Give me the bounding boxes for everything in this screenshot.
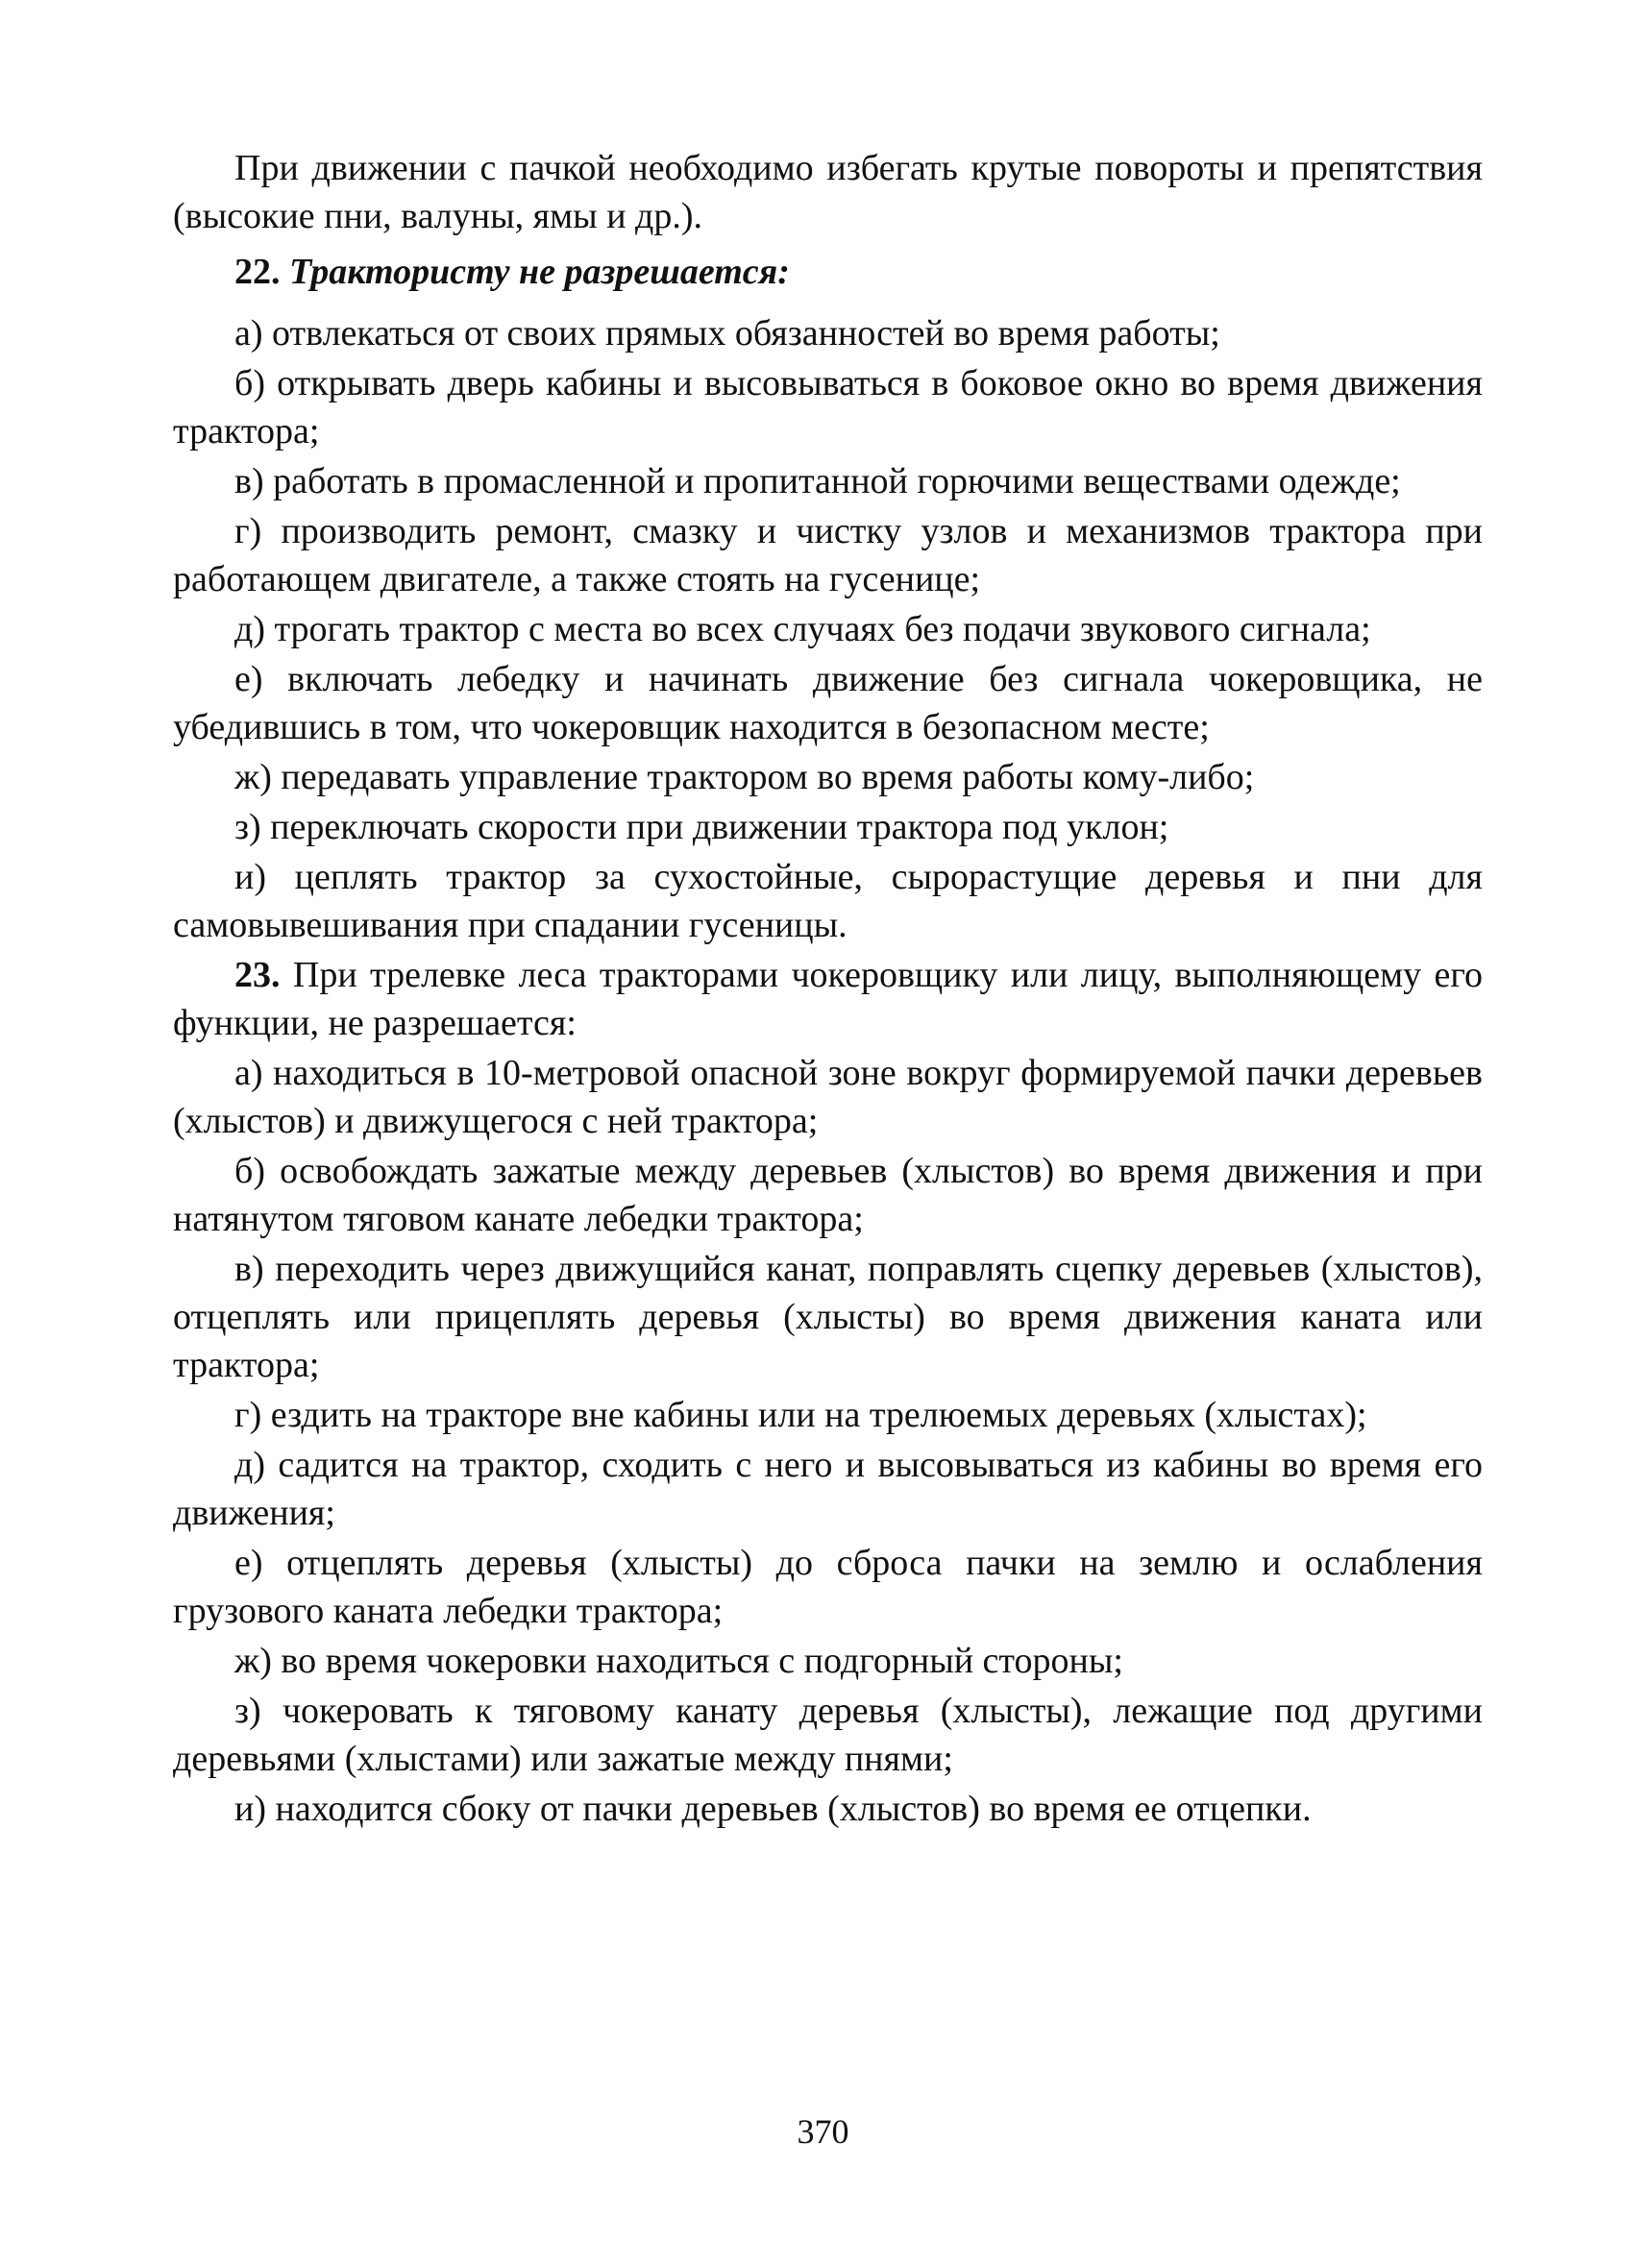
section-23-item: а) находиться в 10-метровой опасной зоне вокруг формируемой пачки деревьев (хлыстов) и движущегося с ней трактора; (173, 1053, 1483, 1141)
section-23-item: в) переходить через движущийся канат, поправлять сцепку деревьев (хлыстов), отцеплять или прицеплять деревья (хлысты) во время движения каната или трактора; (173, 1249, 1483, 1385)
section-22-item: и) цеплять трактор за сухостойные, сырорастущие деревья и пни для самовывешивания при спадании гусеницы. (173, 857, 1483, 945)
section-23-item: д) садится на трактор, сходить с него и высовываться из кабины во время его движения; (173, 1445, 1483, 1533)
text-block (173, 144, 1483, 1835)
section-23-item: е) отцеплять деревья (хлысты) до сброса пачки на землю и ослабления грузового каната лебедки трактора; (173, 1543, 1483, 1631)
section-22-item: г) производить ремонт, смазку и чистку узлов и механизмов трактора при работающем двигателе, а также стоять на гусенице; (173, 511, 1483, 599)
section-23-item: и) находится сбоку от пачки деревьев (хлыстов) во время ее отцепки. (234, 1789, 1312, 1829)
section-22-item: е) включать лебедку и начинать движение без сигнала чокеровщика, не убедившись в том, что чокеровщик находится в безопасном месте; (173, 659, 1483, 747)
section-23-item: г) ездить на тракторе вне кабины или на трелюемых деревьях (хлыстах); (234, 1395, 1367, 1435)
intro-paragraph: При движении с пачкой необходимо избегать крутые повороты и препятствия (высокие пни, валуны, ямы и др.). (173, 148, 1483, 236)
section-23-intro-text: При трелевке леса тракторами чокеровщику или лицу, выполняющему его функции, не разрешается: (173, 955, 1484, 1043)
section-23-intro (173, 951, 1483, 1047)
section-22-item: в) работать в промасленной и пропитанной горючими веществами одежде; (234, 461, 1401, 501)
section-23-item: ж) во время чокеровки находиться с подгорный стороны; (234, 1641, 1123, 1681)
section-23-number: 23. (234, 955, 281, 995)
section-22-number: 22. (234, 252, 281, 292)
section-22-item: д) трогать трактор с места во всех случаях без подачи звукового сигнала; (234, 609, 1371, 649)
section-22-item: б) открывать дверь кабины и высовываться в боковое окно во время движения трактора; (173, 363, 1483, 451)
section-23-item: з) чокеровать к тяговому канату деревья (хлысты), лежащие под другими деревьями (хлыстами) или зажатые между пнями; (173, 1691, 1483, 1779)
section-22-title: Трактористу не разрешается: (289, 252, 790, 292)
section-22-item: з) переключать скорости при движении трактора под уклон; (234, 807, 1169, 847)
section-23-item: б) освобождать зажатые между деревьев (хлыстов) во время движения и при натянутом тяговом канате лебедки трактора; (173, 1151, 1483, 1239)
section-22-heading (173, 248, 1483, 296)
section-22-item: а) отвлекаться от своих прямых обязанностей во время работы; (234, 313, 1220, 354)
section-22-item: ж) передавать управление трактором во время работы кому-либо; (234, 757, 1255, 797)
page-number: 370 (797, 2112, 849, 2151)
